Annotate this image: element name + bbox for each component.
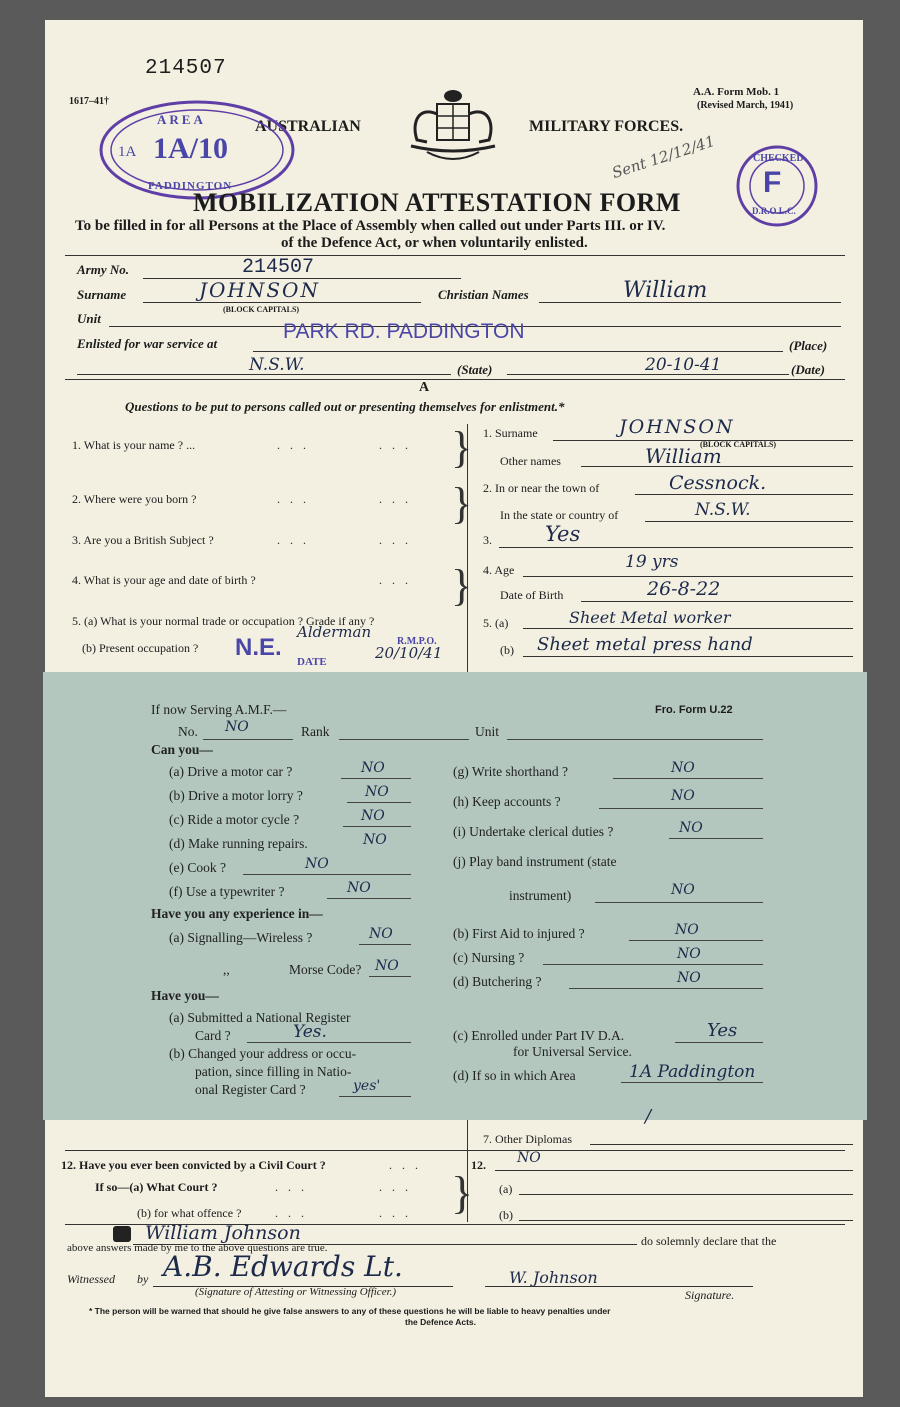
answer-4-age-label: 4. Age: [483, 563, 515, 577]
signature-label: Signature.: [685, 1288, 735, 1302]
can-you-item-i-value: NO: [679, 820, 703, 836]
can-you-item-f: (f) Use a typewriter ?: [169, 884, 285, 899]
army-no-value: 214507: [242, 256, 315, 279]
enlisted-stamp: PARK RD. PADDINGTON: [283, 320, 525, 343]
answer-1-block-caps: (BLOCK CAPITALS): [700, 440, 777, 449]
date-label: (Date): [791, 362, 825, 377]
can-you-item-h: (h) Keep accounts ?: [453, 794, 561, 809]
can-you-item-e: (e) Cook ?: [169, 860, 226, 875]
question-2-dots: ...: [277, 492, 316, 506]
surname-label: Surname: [77, 287, 127, 302]
declarant-signature-2: W. Johnson: [509, 1268, 598, 1287]
question-3: 3. Are you a British Subject ?: [72, 533, 214, 547]
question-4: 4. What is your age and date of birth ?: [72, 573, 256, 587]
witnessed-label: Witnessed: [67, 1272, 115, 1286]
answer-3-value: Yes: [545, 522, 581, 546]
have-you-c-line2: for Universal Service.: [513, 1044, 632, 1059]
form-code-left: 1617–41†: [69, 96, 109, 107]
answer-2-state-label: In the state or country of: [500, 508, 619, 522]
subtitle-line-1: To be filled in for all Persons at the Place of Assembly when called out under Parts III. or IV.: [75, 218, 666, 234]
enlisted-label: Enlisted for war service at: [77, 336, 218, 351]
experience-morse-value: NO: [375, 958, 399, 974]
question-5a: 5. (a) What is your normal trade or occupation ? Grade if any ?: [72, 614, 375, 628]
answer-2-state-value: N.S.W.: [695, 500, 751, 520]
rmpo-stamp: R.M.P.O.: [397, 636, 437, 647]
experience-item-c-value: NO: [677, 946, 701, 962]
experience-signalling-value: NO: [369, 926, 393, 942]
overlay-serving-heading: If now Serving A.M.F.—: [151, 702, 287, 717]
question-2: 2. Where were you born ?: [72, 492, 197, 506]
checked-stamp-letter: F: [763, 166, 782, 199]
have-you-b-line2: pation, since filling in Natio-: [195, 1064, 352, 1079]
overlay-unit-label: Unit: [475, 724, 500, 739]
overlay-form-code: Fro. Form U.22: [655, 704, 733, 716]
question-1-dots-2: ...: [379, 438, 418, 452]
answer-5a-value: Sheet Metal worker: [569, 608, 731, 627]
can-you-item-d: (d) Make running repairs.: [169, 836, 308, 851]
skills-overlay-form: [43, 672, 867, 1120]
area-stamp-top: AREA: [157, 112, 206, 127]
sent-note: Sent 12/12/41: [609, 131, 718, 183]
experience-morse: Morse Code?: [289, 962, 362, 977]
answer-1-other-value: William: [645, 444, 722, 468]
diploma-mark: /: [645, 1106, 652, 1127]
question-4-dots: ...: [379, 573, 418, 587]
diplomas-label: 7. Other Diplomas: [483, 1132, 572, 1146]
section-a-intro: Questions to be put to persons called out or presenting themselves for enlistment.*: [125, 399, 565, 414]
have-you-b-value: yes': [353, 1078, 381, 1094]
answer-5a-label: 5. (a): [483, 616, 509, 630]
can-you-item-j: (j) Play band instrument (state: [453, 854, 617, 869]
overlay-have-you: Have you—: [151, 988, 219, 1003]
surname-block-caps: (BLOCK CAPITALS): [223, 305, 300, 314]
can-you-item-i: (i) Undertake clerical duties ?: [453, 824, 614, 839]
question-12-dots: ...: [389, 1158, 428, 1172]
answer-5b-value: Sheet metal press hand: [537, 634, 753, 655]
answer-1-surname-label: 1. Surname: [483, 426, 538, 440]
ne-handwritten: Alderman: [297, 623, 372, 641]
can-you-item-a: (a) Drive a motor car ?: [169, 764, 293, 779]
question-1: 1. What is your name ? ...: [72, 438, 196, 452]
coat-of-arms-icon: [397, 86, 509, 172]
area-stamp-main: 1A/10: [153, 132, 228, 165]
right-title: MILITARY FORCES.: [529, 118, 684, 135]
if-so-a-dots-2: ...: [379, 1180, 418, 1194]
overlay-rank-label: Rank: [301, 724, 330, 739]
witnessed-by-label: by: [137, 1272, 149, 1286]
answer-1-other-label: Other names: [500, 454, 561, 468]
area-stamp-left: 1A: [118, 144, 137, 160]
if-so-b-dots: ...: [275, 1206, 314, 1220]
left-title: AUSTRALIAN: [255, 118, 361, 135]
can-you-item-a-value: NO: [361, 760, 385, 776]
footnote-line-1: * The person will be warned that should he give false answers to any of these questions he will be liable to heavy penalties under: [89, 1306, 611, 1316]
place-label: (Place): [789, 338, 828, 353]
experience-item-c: (c) Nursing ?: [453, 950, 525, 965]
question-3-dots-2: ...: [379, 533, 418, 547]
bracket-4: }: [451, 561, 473, 610]
subtitle-line-2: of the Defence Act, or when voluntarily enlisted.: [281, 235, 588, 251]
checked-stamp-bottom: D.R.O.L.C.: [752, 206, 796, 216]
if-so-b-dots-2: ...: [379, 1206, 418, 1220]
have-you-d: (d) If so in which Area: [453, 1068, 576, 1083]
form-revision: (Revised March, 1941): [697, 100, 794, 111]
declarant-signature: William Johnson: [145, 1222, 301, 1244]
ne-stamp: N.E.: [235, 634, 282, 661]
overlay-experience: Have you any experience in—: [151, 906, 323, 921]
experience-item-b-value: NO: [675, 922, 699, 938]
christian-names-value: William: [623, 278, 708, 303]
have-you-c-line1: (c) Enrolled under Part IV D.A.: [453, 1028, 625, 1043]
footnote-line-2: the Defence Acts.: [405, 1317, 477, 1327]
have-you-d-value: 1A Paddington: [629, 1062, 756, 1082]
answer-2-town-value: Cessnock.: [669, 472, 767, 494]
answer-12-b-label: (b): [499, 1208, 513, 1222]
answer-12-a-label: (a): [499, 1182, 513, 1196]
section-a-letter: A: [419, 380, 430, 395]
bracket-2: }: [451, 479, 473, 528]
witness-caption: (Signature of Attesting or Witnessing Officer.): [195, 1286, 397, 1298]
answer-4-age-value: 19 yrs: [625, 552, 679, 572]
have-you-c-value: Yes: [707, 1020, 738, 1041]
have-you-b-line3: onal Register Card ?: [195, 1082, 306, 1097]
have-you-a-line2: Card ?: [195, 1028, 231, 1043]
answer-4-dob-label: Date of Birth: [500, 588, 564, 602]
have-you-a-line1: (a) Submitted a National Register: [169, 1010, 351, 1025]
experience-ditto: ,,: [223, 962, 230, 977]
state-label: (State): [457, 362, 493, 377]
surname-value: JOHNSON: [199, 278, 320, 302]
bracket-12: }: [451, 1167, 474, 1218]
can-you-item-h-value: NO: [671, 788, 695, 804]
question-2-dots-2: ...: [379, 492, 418, 506]
can-you-item-g-value: NO: [671, 760, 695, 776]
form-code-right: A.A. Form Mob. 1: [693, 86, 780, 98]
if-so-a: If so—(a) What Court ?: [95, 1180, 218, 1194]
bracket-1: }: [451, 423, 473, 472]
declaration-text-2: do solemnly declare that the: [641, 1234, 777, 1248]
ink-blot: [113, 1226, 131, 1242]
answer-2-town-label: 2. In or near the town of: [483, 481, 600, 495]
can-you-item-e-value: NO: [305, 856, 329, 872]
can-you-item-d-value: NO: [363, 832, 387, 848]
answer-1-surname-value: JOHNSON: [619, 416, 735, 438]
can-you-item-g: (g) Write shorthand ?: [453, 764, 569, 779]
if-so-a-dots: ...: [275, 1180, 314, 1194]
main-title: MOBILIZATION ATTESTATION FORM: [193, 188, 681, 217]
area-stamp-bottom: PADDINGTON: [148, 180, 233, 192]
can-you-item-f-value: NO: [347, 880, 371, 896]
experience-item-d-value: NO: [677, 970, 701, 986]
question-12: 12. Have you ever been convicted by a Civil Court ?: [61, 1158, 326, 1172]
answer-5b-label: (b): [500, 643, 514, 657]
overlay-can-you: Can you—: [151, 742, 213, 757]
if-so-b: (b) for what offence ?: [137, 1206, 242, 1220]
answer-4-dob-value: 26-8-22: [647, 578, 721, 600]
date-value: 20-10-41: [645, 355, 722, 375]
answer-12-label: 12.: [471, 1158, 486, 1172]
army-no-label: Army No.: [77, 262, 129, 277]
christian-names-label: Christian Names: [438, 287, 529, 302]
question-5b: (b) Present occupation ?: [82, 641, 199, 655]
answer-12-value: NO: [517, 1150, 541, 1166]
serial-number: 214507: [145, 57, 227, 80]
have-you-b-line1: (b) Changed your address or occu-: [169, 1046, 357, 1061]
can-you-item-b-value: NO: [365, 784, 389, 800]
question-1-dots: ...: [277, 438, 316, 452]
can-you-item-c: (c) Ride a motor cycle ?: [169, 812, 300, 827]
question-3-dots: ...: [277, 533, 316, 547]
date-stamp: DATE: [297, 656, 327, 668]
can-you-item-j-line2: instrument): [509, 888, 572, 903]
overlay-no-value: NO: [225, 719, 249, 735]
have-you-a-value: Yes.: [293, 1022, 327, 1042]
experience-item-d: (d) Butchering ?: [453, 974, 542, 989]
can-you-item-c-value: NO: [361, 808, 385, 824]
can-you-item-j-value: NO: [671, 882, 695, 898]
witness-signature: A.B. Edwards Lt.: [163, 1250, 403, 1283]
ne-date-handwritten: 20/10/41: [375, 644, 443, 662]
declaration-text-1: above answers made by me to the above questions are true.: [67, 1242, 328, 1254]
checked-stamp-top: CHECKED: [753, 153, 804, 164]
experience-signalling: (a) Signalling—Wireless ?: [169, 930, 313, 945]
experience-item-b: (b) First Aid to injured ?: [453, 926, 585, 941]
unit-label: Unit: [77, 311, 101, 326]
overlay-no-label: No.: [178, 724, 198, 739]
state-value: N.S.W.: [249, 355, 305, 375]
answer-3-label: 3.: [483, 533, 492, 547]
attestation-form-sheet: [45, 20, 863, 1397]
can-you-item-b: (b) Drive a motor lorry ?: [169, 788, 303, 803]
